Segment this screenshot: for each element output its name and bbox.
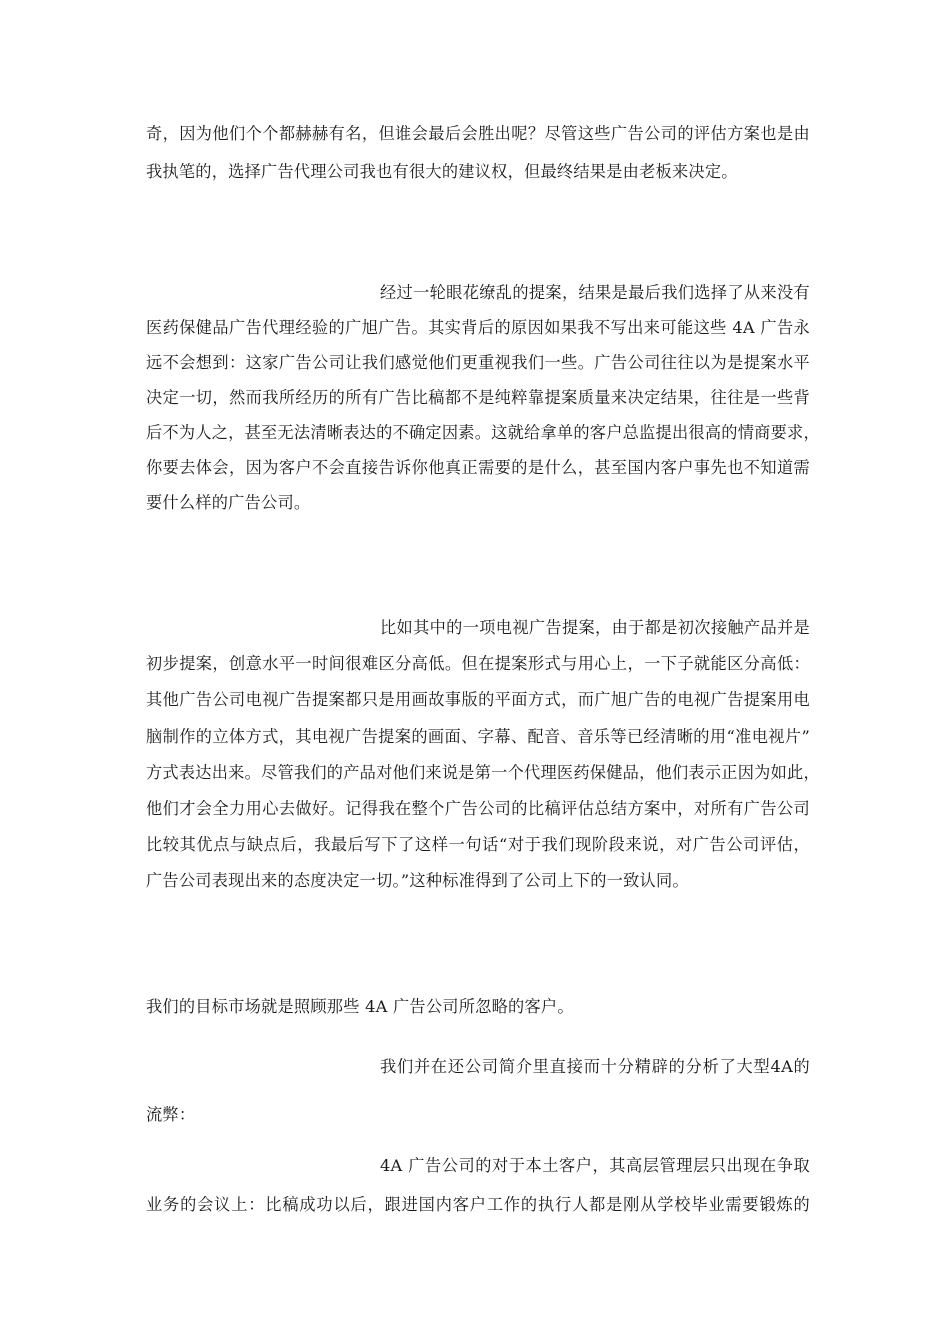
text-line: 要什么样的广告公司。: [146, 493, 311, 512]
text-line: 经过一轮眼花缭乱的提案，结果是最后我们选择了从来没有: [380, 283, 810, 302]
text-line: 流弊：: [146, 1105, 196, 1124]
text-line: 我执笔的，选择广告代理公司我也有很大的建议权，但最终结果是由老板来决定。: [146, 162, 738, 181]
text-line: 后不为人之，甚至无法清晰表达的不确定因素。这就给拿单的客户总监提出很高的情商要求，: [146, 423, 820, 442]
text-line: 比如其中的一项电视广告提案，由于都是初次接触产品并是: [380, 618, 810, 637]
text-line: 远不会想到：这家广告公司让我们感觉他们更重视我们一些。广告公司往往以为是提案水平: [146, 353, 810, 372]
text-line: 医药保健品广告代理经验的广旭广告。其实背后的原因如果我不写出来可能这些 4A 广告永: [146, 318, 810, 337]
text-line: 他们才会全力用心去做好。记得我在整个广告公司的比稿评估总结方案中，对所有广告公司: [146, 799, 810, 818]
text-line: 4A 广告公司的对于本土客户，其高层管理层只出现在争取: [380, 1156, 810, 1175]
text-line: 你要去体会，因为客户不会直接告诉你他真正需要的是什么，甚至国内客户事先也不知道需: [146, 458, 810, 477]
text-line: 决定一切，然而我所经历的所有广告比稿都不是纯粹靠提案质量来决定结果，往往是一些背: [146, 388, 810, 407]
text-line: 脑制作的立体方式，其电视广告提案的画面、字幕、配音、音乐等已经清晰的用“准电视片”: [146, 727, 810, 746]
text-line: 业务的会议上：比稿成功以后，跟进国内客户工作的执行人都是刚从学校毕业需要锻炼的: [146, 1195, 810, 1214]
text-line: 比较其优点与缺点后，我最后写下了这样一句话“对于我们现阶段来说，对广告公司评估，: [146, 835, 810, 854]
text-line: 奇，因为他们个个都赫赫有名，但谁会最后会胜出呢？尽管这些广告公司的评估方案也是由: [146, 124, 810, 143]
text-line: 我们并在还公司简介里直接而十分精辟的分析了大型4A的: [380, 1057, 810, 1076]
text-line: 方式表达出来。尽管我们的产品对他们来说是第一个代理医药保健品，他们表示正因为如此，: [146, 763, 820, 782]
text-line: 广告公司表现出来的态度决定一切。”这种标准得到了公司上下的一致认同。: [146, 871, 689, 890]
text-line: 初步提案，创意水平一时间很难区分高低。但在提案形式与用心上，一下子就能区分高低：: [146, 654, 810, 673]
text-line: 其他广告公司电视广告提案都只是用画故事版的平面方式，而广旭广告的电视广告提案用电: [146, 690, 810, 709]
text-line: 我们的目标市场就是照顾那些 4A 广告公司所忽略的客户。: [146, 997, 574, 1016]
